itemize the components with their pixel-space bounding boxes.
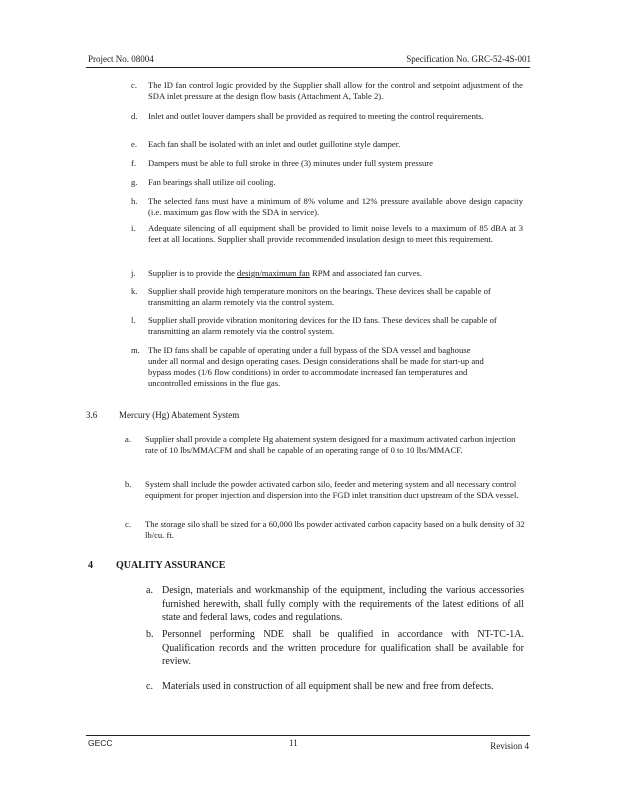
list-item — [131, 223, 523, 245]
list-item — [125, 519, 525, 541]
list-item — [131, 139, 523, 150]
item-letter: c. — [146, 681, 153, 692]
item-text: The storage silo shall be sized for a 60,000 lbs powder activated carbon capacity based on a bulk density of 32 lb/cu. ft. — [145, 519, 525, 540]
list-item — [146, 628, 524, 669]
item-text: The ID fans shall be capable of operating under a full bypass of the SDA vessel and baghouse under all normal and design operating cases. Design considerations shall be made for start-up and bypass modes (1/6 flow conditions) in order to accommodate increased fan temperatures and uncontrolled emissions in the flue gas. — [148, 345, 484, 388]
header-rule — [86, 67, 530, 68]
specification-number: Specification No. GRC-52-4S-001 — [406, 54, 531, 64]
item-letter: k. — [131, 286, 138, 296]
item-text: The selected fans must have a minimum of 8% volume and 12% pressure available above design capacity (i.e. maximum gas flow with the SDA in service). — [148, 196, 523, 217]
item-letter: b. — [125, 479, 132, 489]
item-letter: c. — [125, 519, 131, 529]
list-item — [131, 177, 523, 188]
item-text: System shall include the powder activated carbon silo, feeder and metering system and all necessary control equipment for proper injection and dispersion into the FGD inlet transition duct upstream of the SDA vessel. — [145, 479, 519, 500]
list-item — [146, 584, 524, 625]
underlined-text: design/maximum fan — [237, 268, 310, 278]
item-letter: a. — [125, 434, 131, 444]
list-item — [131, 268, 523, 279]
section-title: QUALITY ASSURANCE — [116, 560, 226, 571]
item-text: Dampers must be able to full stroke in three (3) minutes under full system pressure — [148, 158, 433, 168]
item-letter: i. — [131, 223, 136, 233]
revision: Revision 4 — [490, 741, 529, 751]
item-text: Supplier shall provide vibration monitoring devices for the ID fans. These devices shall be capable of transmitting an alarm remotely via the control system. — [148, 315, 497, 336]
item-letter: e. — [131, 139, 137, 149]
item-letter: b. — [146, 629, 154, 640]
section-title: Mercury (Hg) Abatement System — [119, 410, 240, 420]
item-text: Personnel performing NDE shall be qualified in accordance with NT-TC-1A. Qualification records and the written procedure for qualification shall be available for review. — [162, 629, 524, 667]
item-text: Materials used in construction of all equipment shall be new and free from defects. — [162, 681, 494, 692]
project-number: Project No. 08004 — [88, 54, 154, 64]
list-item — [125, 479, 525, 501]
list-item — [131, 196, 523, 218]
list-item — [131, 111, 523, 122]
section-number: 3.6 — [86, 410, 98, 420]
item-text: Fan bearings shall utilize oil cooling. — [148, 177, 276, 187]
list-item — [125, 434, 525, 456]
item-text: Adequate silencing of all equipment shall be provided to limit noise levels to a maximum of 85 dBA at 3 feet at all locations. Supplier shall provide recommended insulation design to meet this requirement. — [148, 223, 523, 244]
item-letter: c. — [131, 80, 137, 90]
item-letter: j. — [131, 268, 136, 278]
item-letter: g. — [131, 177, 138, 187]
item-letter: d. — [131, 111, 138, 121]
item-letter: h. — [131, 196, 138, 206]
page-number: 11 — [289, 738, 298, 748]
footer-rule — [86, 735, 530, 736]
item-letter: l. — [131, 315, 136, 325]
item-text: Supplier shall provide a complete Hg abatement system designed for a maximum activated carbon injection rate of 10 lbs/MMACFM and shall be capable of an operating range of 0 to 10 lbs/MMACF. — [145, 434, 516, 455]
item-letter: m. — [131, 345, 140, 355]
item-letter: f. — [131, 158, 137, 168]
item-text: Design, materials and workmanship of the equipment, including the various accessories furnished herewith, shall fully comply with the requirements of the latest editions of all state and federal laws, codes and regulations. — [162, 585, 524, 623]
list-item — [131, 158, 523, 169]
item-text: RPM and associated fan curves. — [309, 268, 422, 278]
item-letter: a. — [146, 585, 153, 596]
list-item — [131, 315, 523, 337]
section-number: 4 — [88, 560, 93, 571]
list-item — [131, 80, 523, 102]
list-item — [131, 286, 523, 308]
list-item — [146, 680, 524, 694]
item-text: Inlet and outlet louver dampers shall be provided as required to meeting the control requirements. — [148, 111, 484, 121]
item-text: The ID fan control logic provided by the Supplier shall allow for the control and setpoint adjustment of the SDA inlet pressure at the design flow basis (Attachment A, Table 2). — [148, 80, 523, 101]
item-text: Supplier is to provide the — [148, 268, 238, 278]
footer-company: GECC — [88, 738, 113, 748]
list-item — [131, 345, 491, 389]
item-text: Supplier shall provide high temperature monitors on the bearings. These devices shall be capable of transmitting an alarm remotely via the control system. — [148, 286, 491, 307]
item-text: Each fan shall be isolated with an inlet and outlet guillotine style damper. — [148, 139, 401, 149]
